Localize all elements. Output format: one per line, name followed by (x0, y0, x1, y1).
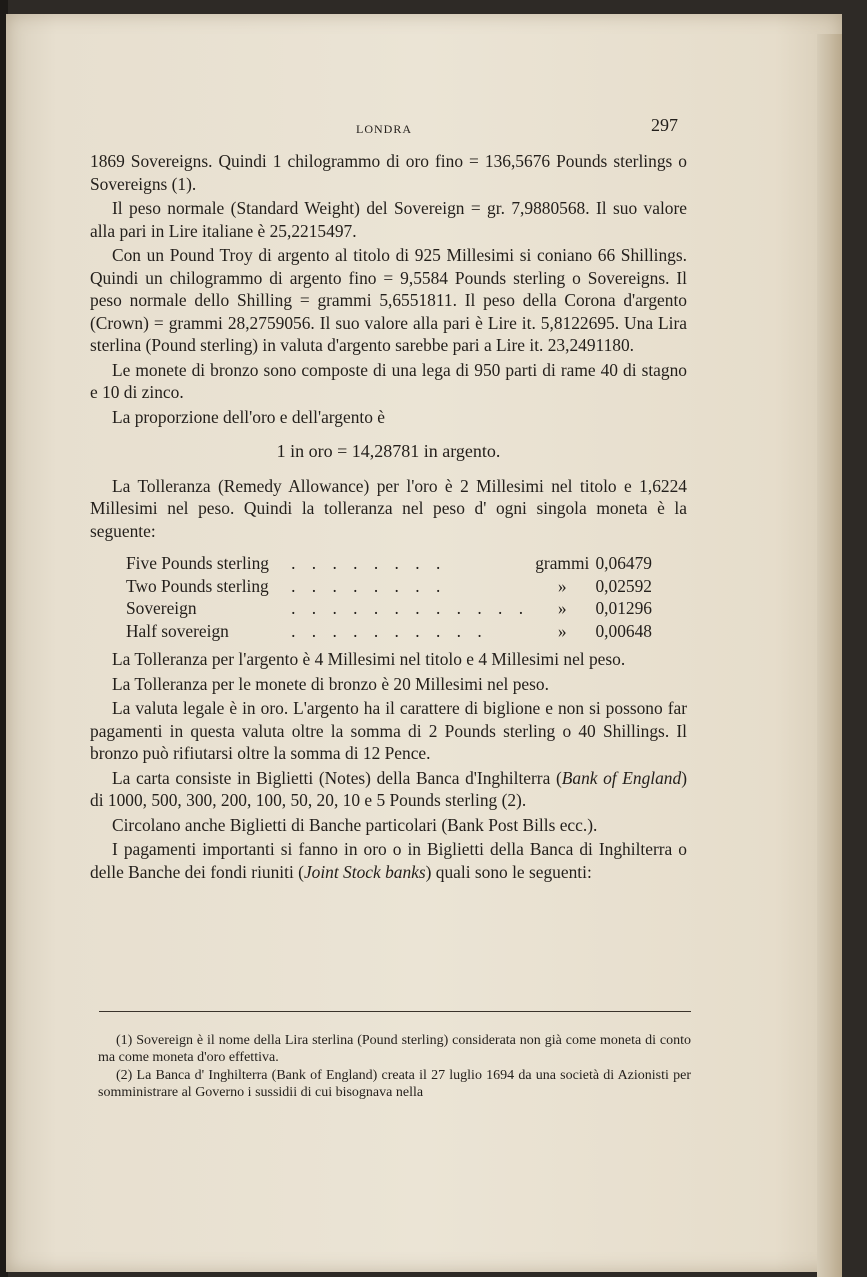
footnote-1: (1) Sovereign è il nome della Lira sterlina (Pound sterling) considerata non già come moneta di conto ma come moneta d'oro effettiva. (98, 1033, 691, 1065)
coin-name: Sovereign (126, 598, 197, 618)
leader-dots: . . . . . . . . (291, 575, 447, 596)
payments-text-end: ) quali sono le seguenti: (425, 861, 592, 882)
table-row (126, 597, 652, 620)
unit: » (557, 575, 567, 596)
paragraph-tolerance-gold: La Tolleranza (Remedy Allowance) per l'oro è 2 Millesimi nel titolo e 1,6224 Millesimi nel peso. Quindi la tolleranza nel peso d' ogni singola moneta è la seguente: (90, 475, 687, 541)
book-page (6, 14, 842, 1272)
body-text (90, 150, 687, 883)
banknotes-text-end: ) di 1000, 500, 300, 200, 100, 50, 20, 10 e 5 Pounds sterling (2). (90, 767, 687, 810)
paragraph-proportion: La proporzione dell'oro e dell'argento è (112, 406, 385, 427)
footnote-2: (2) La Banca d' Inghilterra (Bank of England) creata il 27 luglio 1694 da una società di Azionisti per somministrare al Governo i sussidii di cui bisognava nella (98, 1068, 691, 1100)
footnotes (98, 1032, 691, 1102)
leader-dots: . . . . . . . . (291, 553, 447, 573)
unit: » (557, 598, 567, 618)
paragraph-payments (90, 838, 687, 883)
paragraph-legal-tender: La valuta legale è in oro. L'argento ha il carattere di biglione e non si possono far pagamenti in questa valuta oltre la somma di 2 Pounds sterling o 40 Shillings. Il bronzo può rifiutarsi oltre la somma di 12 Pence. (90, 698, 687, 763)
coin-name: Two Pounds sterling (126, 575, 269, 596)
table-row (126, 575, 652, 598)
tolerance-value: 0,06479 (595, 553, 652, 573)
table-row (126, 552, 652, 575)
table-row (126, 620, 652, 643)
tolerance-value: 0,00648 (595, 620, 652, 641)
page-edge (817, 34, 842, 1277)
tolerance-table (126, 552, 652, 642)
tolerance-value: 0,01296 (595, 598, 652, 618)
paragraph-silver: Con un Pound Troy di argento al titolo di 925 Millesimi si coniano 66 Shillings. Quindi un chilogrammo di argento fino = 9,5584 Pounds sterling o Sovereigns. Il peso normale dello Shilling = grammi 5,6551811. Il peso della Corona d'argento (Crown) = grammi 28,2759056. Il suo valore alla pari è Lire it. 5,8122695. Una Lira sterlina (Pound sterling) in valuta d'argento sarebbe pari a Lire it. 23,2491180. (90, 245, 687, 355)
paragraph-tolerance-silver: La Tolleranza per l'argento è 4 Millesimi nel titolo e 4 Millesimi nel peso. (112, 649, 626, 669)
unit: » (557, 620, 567, 641)
footnote-divider (99, 1011, 691, 1012)
joint-stock-banks-italic: Joint Stock banks (303, 861, 426, 882)
coin-name: Half sovereign (126, 620, 229, 641)
gold-silver-ratio: 1 in oro = 14,28781 in argento. (276, 441, 501, 461)
paragraph-bronze: Le monete di bronzo sono composte di una lega di 950 parti di rame 40 di stagno e 10 di zinco. (90, 359, 687, 402)
running-head: LONDRA (356, 122, 412, 136)
bank-of-england-italic: Bank of England (561, 767, 682, 788)
leader-dots: . . . . . . . . . . . . (291, 598, 530, 618)
paragraph-standard-weight: Il peso normale (Standard Weight) del Sovereign = gr. 7,9880568. Il suo valore alla pari in Lire italiane è 25,2215497. (90, 198, 687, 241)
coin-name: Five Pounds sterling (126, 553, 269, 573)
page-number: 297 (651, 115, 678, 135)
paragraph-private-bills: Circolano anche Biglietti di Banche particolari (Bank Post Bills ecc.). (112, 814, 598, 835)
leader-dots: . . . . . . . . . . (291, 620, 488, 641)
paragraph-banknotes (90, 767, 687, 812)
paragraph-tolerance-bronze: La Tolleranza per le monete di bronzo è 20 Millesimi nel peso. (112, 673, 549, 694)
unit: grammi (535, 553, 590, 573)
payments-text-start: I pagamenti importanti si fanno in oro o in Biglietti della Banca di Inghilterra o delle Banche dei fondi riuniti ( (90, 839, 687, 882)
banknotes-text-start: La carta consiste in Biglietti (Notes) della Banca d'Inghilterra ( (112, 767, 562, 788)
paragraph-sovereigns: 1869 Sovereigns. Quindi 1 chilogrammo di oro fino = 136,5676 Pounds sterlings o Sovereigns (1). (90, 151, 687, 194)
tolerance-value: 0,02592 (595, 575, 652, 596)
